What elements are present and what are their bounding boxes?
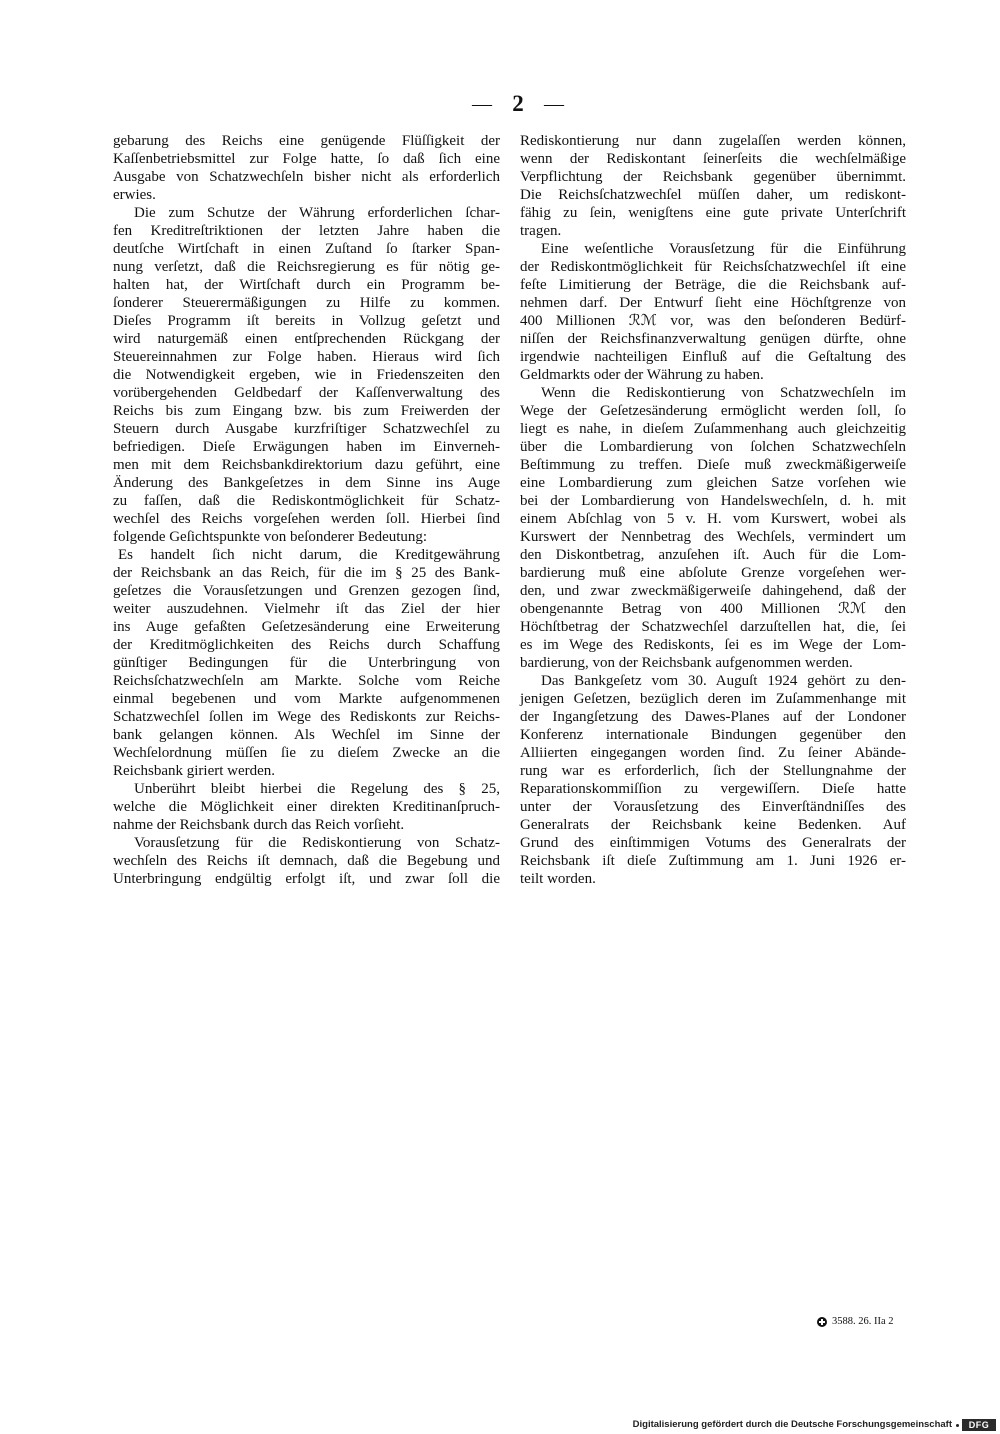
text-line: Rediskontierung nur dann zugelaſſen werden können, <box>520 133 906 149</box>
text-line: den Diskontbetrag, anzuſehen iſt. Auch für die Lom- <box>520 547 906 563</box>
text-line: Das Bankgeſetz vom 30. Auguſt 1924 gehört zu den- <box>541 673 906 689</box>
text-line: der Rediskontmöglichkeit für Reichsſchatzwechſel iſt eine <box>520 259 906 275</box>
text-line: rung war es erforderlich, ſich der Stellungnahme der <box>520 763 906 779</box>
text-line: der Reichsbank an das Reich, für die im § 25 des Bank- <box>113 565 500 581</box>
separator-dot <box>956 1424 959 1427</box>
text-line: Generalrats der Reichsbank keine Bedenken. Auf <box>520 817 906 833</box>
text-line: Alliierten eingegangen worden ſind. Zu ſeiner Abände- <box>520 745 906 761</box>
text-line: weiter auszudehnen. Vielmehr iſt das Ziel der hier <box>113 601 500 617</box>
text-line: über die Lombardierung von ſolchen Schatzwechſeln <box>520 439 906 455</box>
text-line: der Kreditmöglichkeiten des Reichs durch Schaffung <box>113 637 500 653</box>
page-number-dash-left: — <box>472 93 492 115</box>
print-mark <box>817 1315 894 1329</box>
text-line: Beſtimmung zu treffen. Dieſe muß zweckmäßigerweiſe <box>520 457 906 473</box>
left-text-column <box>113 132 500 888</box>
text-line: bardierung, von der Reichsbank aufgenommen werden. <box>520 655 853 671</box>
text-line: wenn der Rediskontant ſeinerſeits die wechſelmäßige <box>520 151 906 167</box>
printer-mark-icon <box>817 1317 827 1327</box>
text-line: halten hat, der Wirtſchaft durch ein Programm be- <box>113 277 500 293</box>
text-line: niſſen der Reichsfinanzverwaltung genügen dürfte, ohne <box>520 331 906 347</box>
text-line: Reichsſchatzwechſeln am Markte. Solche vom Reiche <box>113 673 500 689</box>
text-line: den, und zwar zweckmäßigerweiſe dahingehend, daß der <box>520 583 906 599</box>
dfg-credit-text: Digitalisierung gefördert durch die Deutsche Forschungsgemeinschaft <box>632 1419 952 1430</box>
text-line: unter der Vorausſetzung des Einverſtändniſſes des <box>520 799 906 815</box>
text-line: liegt es nahe, in dieſem Zuſammenhang auch gleichzeitig <box>520 421 906 437</box>
text-line: zu faſſen, daß die Rediskontmöglichkeit für Schatz- <box>113 493 500 509</box>
text-line: günſtiger Bedingungen für die Unterbringung von <box>113 655 500 671</box>
text-line: Kurswert der Nennbetrag des Wechſels, vermindert um <box>520 529 906 545</box>
text-line: erwies. <box>113 187 156 203</box>
text-line: geſetzes die Vorausſetzungen und Grenzen gezogen ſind, <box>113 583 500 599</box>
text-line: welche die Möglichkeit einer direkten Kreditinanſpruch- <box>113 799 500 815</box>
text-line: der Ingangſetzung des Dawes-Planes auf der Londoner <box>520 709 906 725</box>
paragraph <box>113 780 500 834</box>
text-line: wechſel des Reichs vorgeſehen werden ſoll. Hierbei ſind <box>113 511 500 527</box>
text-line: Steuern durch Ausgabe kurzfriſtiger Schatzwechſel zu <box>113 421 500 437</box>
text-line: Die Reichsſchatzwechſel müſſen daher, um rediskont- <box>520 187 906 203</box>
right-text-column <box>520 132 906 888</box>
text-line: Wechſelordnung müſſen ſie zu dieſem Zwecke an die <box>113 745 500 761</box>
text-line: vorübergehenden Geldbedarf der Kaſſenverwaltung des <box>113 385 500 401</box>
text-line: Eine weſentliche Vorausſetzung für die Einführung <box>541 241 906 257</box>
text-line: eine Lombardierung zum gleichen Satze vorſehen wie <box>520 475 906 491</box>
text-line: nung verſetzt, daß die Reichsregierung es für nötig ge- <box>113 259 500 275</box>
text-line: Wenn die Rediskontierung von Schatzwechſeln im <box>541 385 906 401</box>
text-line: ſonderer Steuerermäßigungen zu Hilfe zu kommen. <box>113 295 500 311</box>
paragraph <box>113 132 500 204</box>
text-line: Reichsbank iſt dieſe Zuſtimmung am 1. Juni 1926 er- <box>520 853 906 869</box>
text-line: die Notwendigkeit ergeben, wie in Friedenszeiten den <box>113 367 500 383</box>
text-line: gebarung des Reichs eine genügende Flüſſigkeit der <box>113 133 500 149</box>
paragraph <box>520 672 906 888</box>
text-line: teilt worden. <box>520 871 596 887</box>
paragraph <box>113 546 500 780</box>
text-line: befriedigen. Dieſe Erwägungen haben im Einverneh- <box>113 439 500 455</box>
text-line: Reichsbank giriert werden. <box>113 763 276 779</box>
text-line: Es handelt ſich nicht darum, die Kreditgewährung <box>118 547 500 563</box>
text-line: fähig zu ſein, wenigſtens eine gute private Unterſchrift <box>520 205 906 221</box>
text-line: wird naturgemäß einen entſprechenden Rückgang der <box>113 331 500 347</box>
page-number <box>472 91 564 117</box>
paragraph <box>520 240 906 384</box>
text-line: fen Kreditreſtriktionen der letzten Jahre haben die <box>113 223 500 239</box>
text-line: obengenannte Betrag von 400 Millionen ℛℳ den <box>520 601 906 617</box>
text-line: Höchſtbetrag der Schatzwechſel darzuſtellen hat, die, ſei <box>520 619 906 635</box>
text-line: Unterbringung endgültig erfolgt iſt, und zwar ſoll die <box>113 871 500 887</box>
text-line: Unberührt bleibt hierbei die Regelung des § 25, <box>134 781 500 797</box>
text-line: Dieſes Programm iſt bereits in Vollzug geſetzt und <box>113 313 500 329</box>
text-line: deutſche Wirtſchaft in einen Zuſtand ſo ſtarker Span- <box>113 241 500 257</box>
text-line: Steuereinnahmen zur Folge haben. Hieraus wird ſich <box>113 349 500 365</box>
text-line: es im Wege des Rediskonts, ſei es im Wege der Lom- <box>520 637 906 653</box>
text-line: nehmen darf. Der Entwurf ſieht eine Höchſtgrenze von <box>520 295 906 311</box>
text-line: 400 Millionen ℛℳ vor, was den beſonderen Bedürf- <box>520 313 906 329</box>
text-line: Vorausſetzung für die Rediskontierung von Schatz- <box>134 835 500 851</box>
text-line: tragen. <box>520 223 562 239</box>
paragraph <box>113 204 500 546</box>
text-line: Reparationskommiſſion zu vergewiſſern. Dieſe hatte <box>520 781 906 797</box>
paragraph <box>520 132 906 240</box>
text-line: Die zum Schutze der Währung erforderlichen ſchar- <box>134 205 500 221</box>
text-line: Verpflichtung der Reichsbank gegenüber übernimmt. <box>520 169 906 185</box>
text-line: bardierung muß eine abſolute Grenze vorgeſehen wer- <box>520 565 906 581</box>
text-line: nahme der Reichsbank durch das Reich vorſieht. <box>113 817 405 833</box>
text-line: jenigen Geſetzen, bezüglich deren im Zuſammenhange mit <box>520 691 906 707</box>
text-line: Änderung des Bankgeſetzes in dem Sinne ins Auge <box>113 475 500 491</box>
text-line: bei der Lombardierung von Handelswechſeln, d. h. mit <box>520 493 906 509</box>
text-line: wechſeln des Reichs iſt demnach, daß die Begebung und <box>113 853 500 869</box>
text-line: Kaſſenbetriebsmittel zur Folge hatte, ſo daß ſich eine <box>113 151 500 167</box>
text-line: Reichs bis zum Eingang bzw. bis zum Freiwerden der <box>113 403 500 419</box>
print-mark-text: 3588. 26. IIa 2 <box>832 1316 894 1327</box>
text-line: Schatzwechſel ſollen im Wege des Rediskonts zur Reichs- <box>113 709 500 725</box>
page-number-dash-right: — <box>544 93 564 115</box>
text-line: Ausgabe von Schatzwechſeln bisher nicht als erforderlich <box>113 169 500 185</box>
text-line: men mit dem Reichsbankdirektorium dazu geführt, eine <box>113 457 500 473</box>
text-line: Geldmarkts oder der Währung zu haben. <box>520 367 764 383</box>
text-line: Konferenz internationale Bindungen gegenüber den <box>520 727 906 743</box>
dfg-logo: DFG <box>962 1419 996 1431</box>
page-number-value: 2 <box>512 91 524 116</box>
text-line: folgende Geſichtspunkte von beſonderer Bedeutung: <box>113 529 428 545</box>
paragraph <box>520 384 906 672</box>
text-line: Grund des einſtimmigen Votums des Generalrats der <box>520 835 906 851</box>
text-line: irgendwie nachteiligen Einfluß auf die Geſtaltung des <box>520 349 906 365</box>
text-line: Wege der Geſetzesänderung ermöglicht werden ſoll, ſo <box>520 403 906 419</box>
text-line: feſte Limitierung der Beträge, die die Reichsbank auf- <box>520 277 906 293</box>
paragraph <box>113 834 500 888</box>
text-line: ins Auge gefaßten Geſetzesänderung eine Erweiterung <box>113 619 500 635</box>
text-line: einmal begebenen und vom Markte aufgenommenen <box>113 691 500 707</box>
digitization-credit <box>633 1418 996 1432</box>
text-line: bank gelangen können. Als Wechſel im Sinne der <box>113 727 500 743</box>
text-line: einem Abſchlag von 5 v. H. vom Kurswert, wobei als <box>520 511 906 527</box>
